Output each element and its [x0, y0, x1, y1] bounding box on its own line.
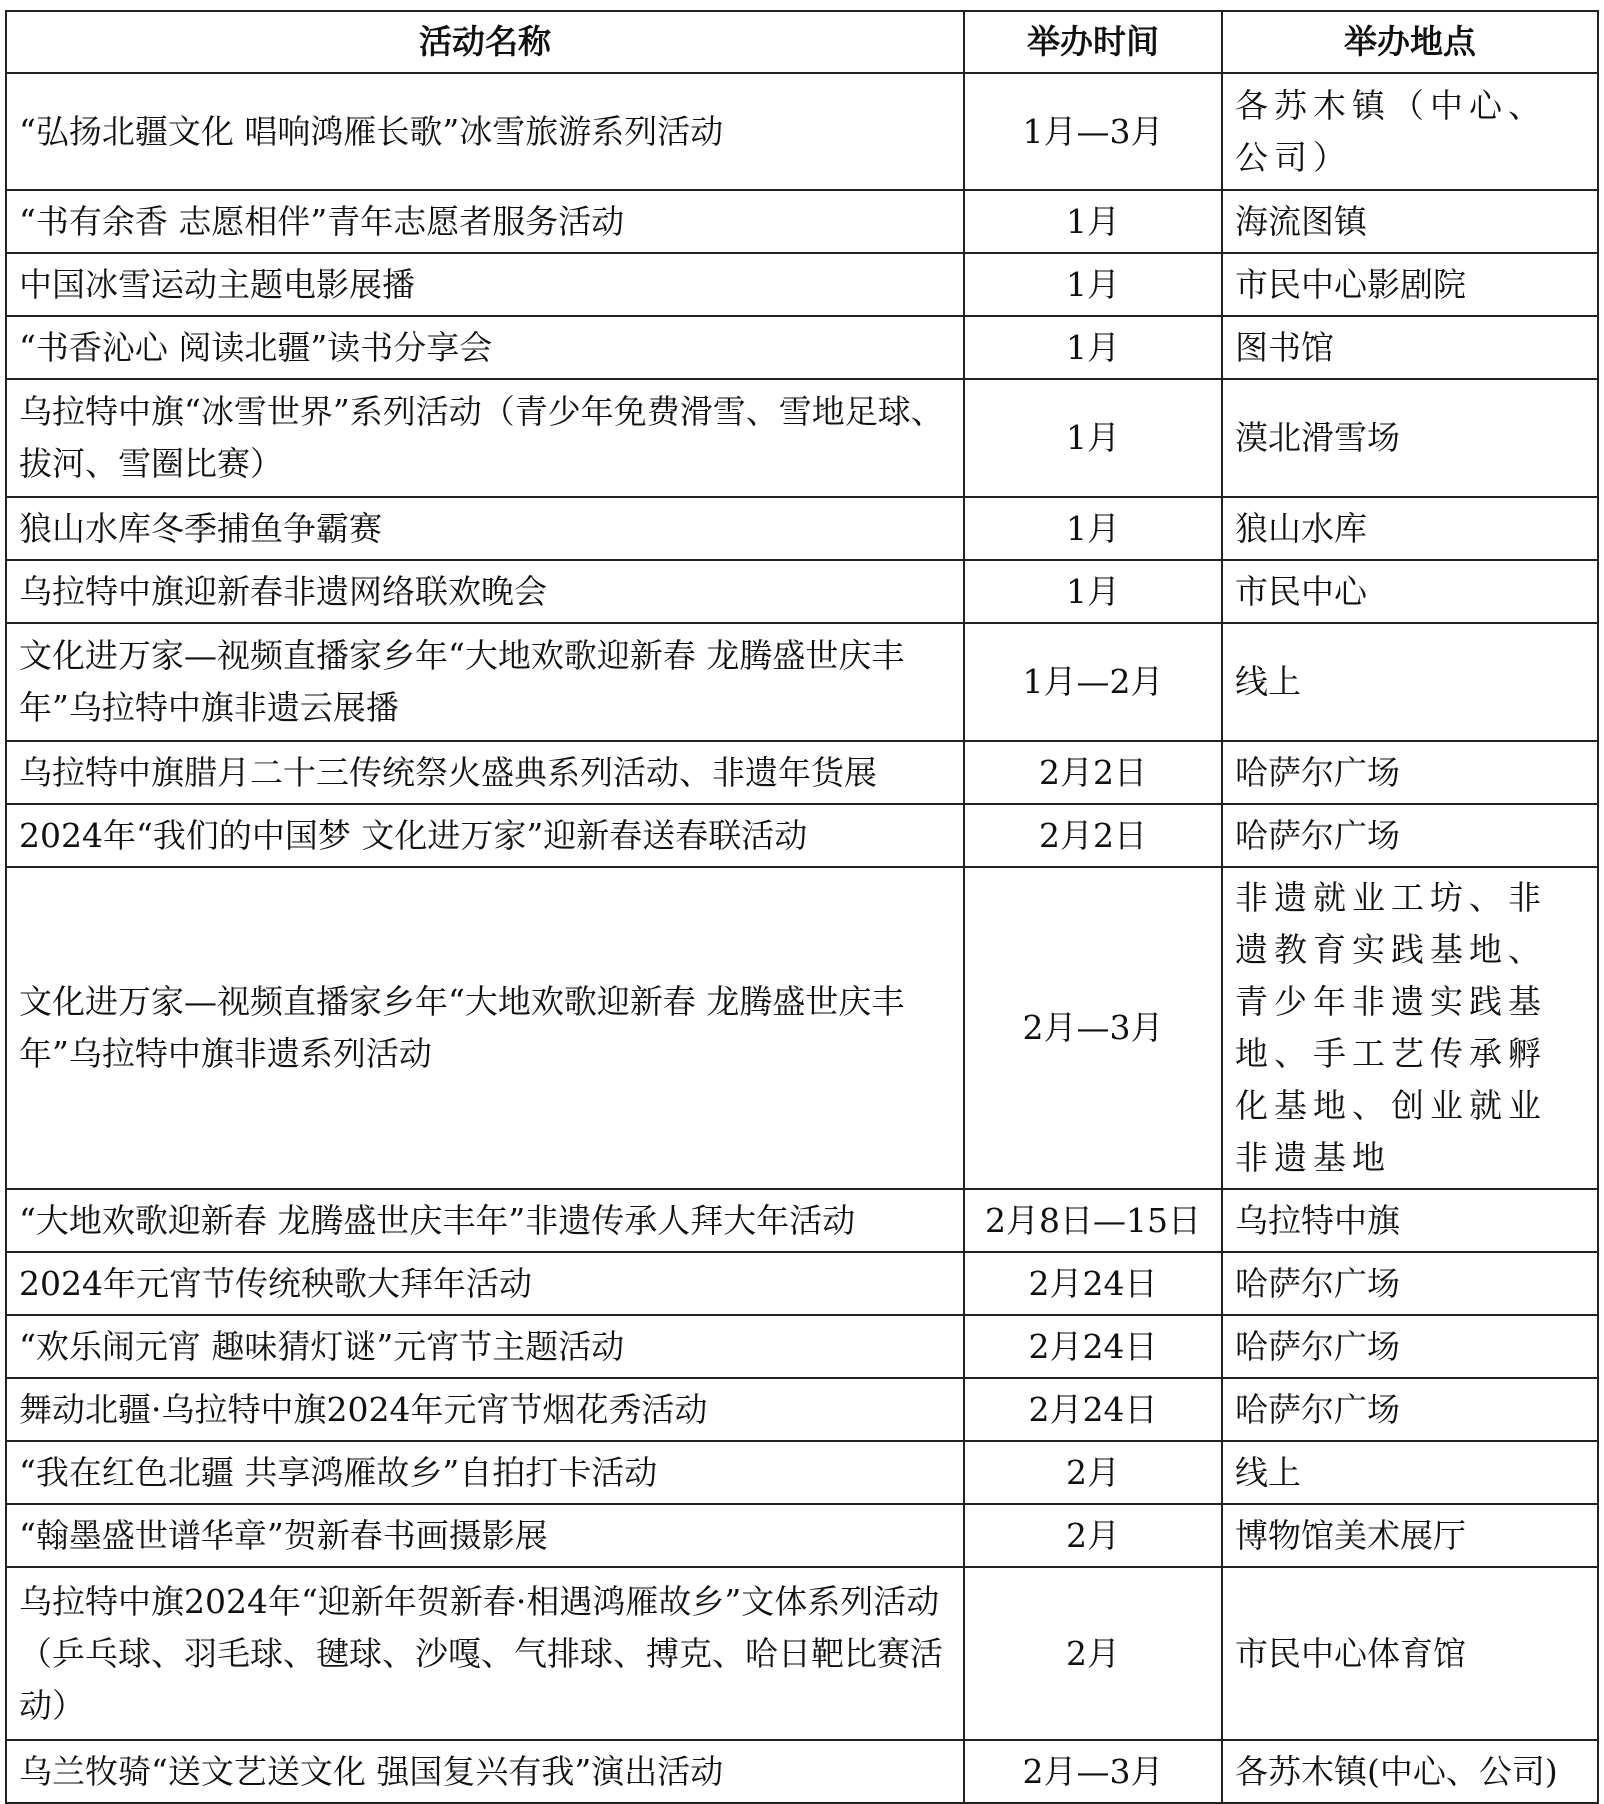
venue-cell: 哈萨尔广场 — [1222, 1315, 1598, 1378]
activity-name-cell: 狼山水库冬季捕鱼争霸赛 — [6, 497, 964, 560]
date-cell: 2月 — [964, 1441, 1222, 1504]
activity-name-cell: “弘扬北疆文化 唱响鸿雁长歌”冰雪旅游系列活动 — [6, 73, 964, 190]
date-cell: 2月24日 — [964, 1252, 1222, 1315]
activity-name-cell: “书香沁心 阅读北疆”读书分享会 — [6, 316, 964, 379]
activity-name-cell: 乌拉特中旗“冰雪世界”系列活动（青少年免费滑雪、雪地足球、拔河、雪圈比赛） — [6, 379, 964, 497]
venue-cell: 海流图镇 — [1222, 190, 1598, 253]
date-cell: 2月—3月 — [964, 867, 1222, 1189]
venue-cell: 狼山水库 — [1222, 497, 1598, 560]
venue-cell: 哈萨尔广场 — [1222, 741, 1598, 804]
table-row — [6, 190, 1598, 253]
activity-name-cell: 乌拉特中旗迎新春非遗网络联欢晚会 — [6, 560, 964, 623]
activity-name-cell: 中国冰雪运动主题电影展播 — [6, 253, 964, 316]
venue-cell: 各苏木镇（中心、公司） — [1222, 73, 1598, 190]
venue-cell: 图书馆 — [1222, 316, 1598, 379]
date-cell: 1月 — [964, 497, 1222, 560]
date-cell: 2月2日 — [964, 804, 1222, 867]
date-cell: 1月 — [964, 316, 1222, 379]
table-row — [6, 741, 1598, 804]
table-row — [6, 316, 1598, 379]
date-cell: 1月—2月 — [964, 623, 1222, 741]
table-row — [6, 1504, 1598, 1567]
table-row — [6, 1378, 1598, 1441]
activity-name-cell: 乌拉特中旗2024年“迎新年贺新春·相遇鸿雁故乡”文体系列活动（乒乓球、羽毛球、毽球、沙嘎、气排球、搏克、哈日靶比赛活动） — [6, 1567, 964, 1740]
activity-name-cell: “书有余香 志愿相伴”青年志愿者服务活动 — [6, 190, 964, 253]
date-cell: 1月 — [964, 379, 1222, 497]
venue-cell: 市民中心 — [1222, 560, 1598, 623]
date-cell: 1月 — [964, 253, 1222, 316]
venue-cell: 哈萨尔广场 — [1222, 804, 1598, 867]
activity-name-cell: “翰墨盛世谱华章”贺新春书画摄影展 — [6, 1504, 964, 1567]
venue-cell: 乌拉特中旗 — [1222, 1189, 1598, 1252]
activity-name-cell: 乌拉特中旗腊月二十三传统祭火盛典系列活动、非遗年货展 — [6, 741, 964, 804]
events-table-container — [5, 10, 1599, 1804]
activity-name-cell: 乌兰牧骑“送文艺送文化 强国复兴有我”演出活动 — [6, 1740, 964, 1803]
activity-name-cell: 文化进万家—视频直播家乡年“大地欢歌迎新春 龙腾盛世庆丰年”乌拉特中旗非遗云展播 — [6, 623, 964, 741]
activity-name-cell: “大地欢歌迎新春 龙腾盛世庆丰年”非遗传承人拜大年活动 — [6, 1189, 964, 1252]
activity-name-cell: 文化进万家—视频直播家乡年“大地欢歌迎新春 龙腾盛世庆丰年”乌拉特中旗非遗系列活动 — [6, 867, 964, 1189]
date-cell: 1月 — [964, 560, 1222, 623]
table-row — [6, 1315, 1598, 1378]
date-cell: 1月—3月 — [964, 73, 1222, 190]
table-row — [6, 497, 1598, 560]
table-row — [6, 1740, 1598, 1803]
date-cell: 1月 — [964, 190, 1222, 253]
activity-name-cell: 2024年“我们的中国梦 文化进万家”迎新春送春联活动 — [6, 804, 964, 867]
date-cell: 2月8日—15日 — [964, 1189, 1222, 1252]
date-cell: 2月2日 — [964, 741, 1222, 804]
events-table — [5, 10, 1599, 1804]
table-row — [6, 1441, 1598, 1504]
header-row — [6, 11, 1598, 73]
header-venue: 举办地点 — [1222, 11, 1598, 73]
date-cell: 2月—3月 — [964, 1740, 1222, 1803]
venue-cell: 各苏木镇(中心、公司) — [1222, 1740, 1598, 1803]
header-date: 举办时间 — [964, 11, 1222, 73]
venue-cell: 非遗就业工坊、非遗教育实践基地、青少年非遗实践基地、手工艺传承孵化基地、创业就业非遗基地 — [1222, 867, 1598, 1189]
venue-cell: 市民中心体育馆 — [1222, 1567, 1598, 1740]
table-row — [6, 1252, 1598, 1315]
date-cell: 2月24日 — [964, 1378, 1222, 1441]
table-row — [6, 379, 1598, 497]
venue-cell: 线上 — [1222, 1441, 1598, 1504]
table-row — [6, 623, 1598, 741]
activity-name-cell: 舞动北疆·乌拉特中旗2024年元宵节烟花秀活动 — [6, 1378, 964, 1441]
date-cell: 2月 — [964, 1504, 1222, 1567]
table-row — [6, 1567, 1598, 1740]
table-row — [6, 560, 1598, 623]
venue-cell: 市民中心影剧院 — [1222, 253, 1598, 316]
date-cell: 2月 — [964, 1567, 1222, 1740]
venue-cell: 哈萨尔广场 — [1222, 1252, 1598, 1315]
venue-cell: 漠北滑雪场 — [1222, 379, 1598, 497]
table-row — [6, 73, 1598, 190]
venue-cell: 哈萨尔广场 — [1222, 1378, 1598, 1441]
table-row — [6, 804, 1598, 867]
header-activity-name: 活动名称 — [6, 11, 964, 73]
venue-cell: 博物馆美术展厅 — [1222, 1504, 1598, 1567]
table-row — [6, 867, 1598, 1189]
activity-name-cell: “欢乐闹元宵 趣味猜灯谜”元宵节主题活动 — [6, 1315, 964, 1378]
activity-name-cell: 2024年元宵节传统秧歌大拜年活动 — [6, 1252, 964, 1315]
activity-name-cell: “我在红色北疆 共享鸿雁故乡”自拍打卡活动 — [6, 1441, 964, 1504]
date-cell: 2月24日 — [964, 1315, 1222, 1378]
table-row — [6, 1189, 1598, 1252]
venue-cell: 线上 — [1222, 623, 1598, 741]
table-row — [6, 253, 1598, 316]
